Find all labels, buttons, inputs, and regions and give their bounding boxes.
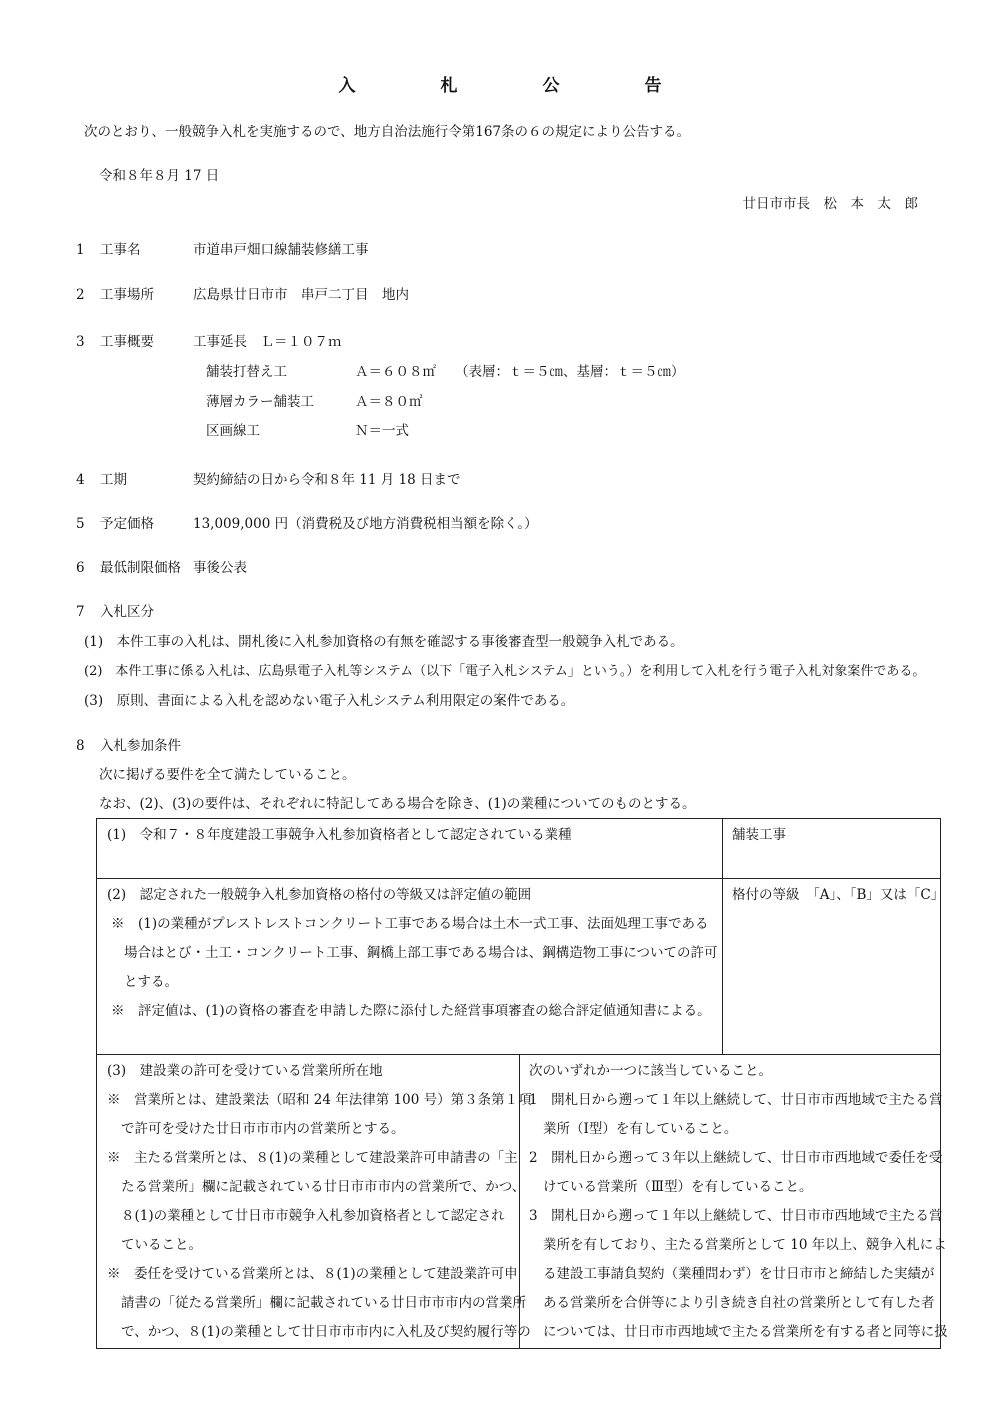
intro-text: 次のとおり、一般競争入札を実施するので、地方自治法施行令第167条の６の規定により公告する。 [84, 124, 690, 140]
conditions-intro: 次に掲げる要件を全て満たしていること。 [99, 767, 356, 783]
cell-text: とする。 [124, 974, 178, 990]
item-number: 7 [76, 604, 85, 620]
cell-text: については、廿日市市西地域で主たる営業所を有する者と同等に扱 [543, 1324, 948, 1340]
bid-category-3: (3) 原則、書面による入札を認めない電子入札システム利用限定の案件である。 [84, 693, 575, 709]
cell-text: ※ 委任を受けている営業所とは、８(1)の業種として建設業許可申 [107, 1266, 518, 1282]
item-label: 工期 [100, 472, 127, 488]
conditions-note: なお、(2)、(3)の要件は、それぞれに特記してある場合を除き、(1)の業種についてのものとする。 [99, 796, 696, 812]
bid-category-1: (1) 本件工事の入札は、開札後に入札参加資格の有無を確認する事後審査型一般競争入札である。 [84, 634, 684, 650]
overview-name: 薄層カラー舗装工 [206, 394, 314, 410]
page-title: 入 札 公 告 [338, 76, 696, 96]
item-label: 入札区分 [100, 604, 154, 620]
cell-text: 格付の等級 「A」、「B」又は「C」 [732, 887, 945, 903]
cell-text: で許可を受けた廿日市市市内の営業所とする。 [121, 1121, 405, 1137]
item-label: 工事概要 [100, 334, 154, 350]
overview-qty: Ａ＝８０㎡ [355, 394, 423, 410]
cell-text: 1 開札日から遡って１年以上継続して、廿日市市西地域で主たる営 [529, 1092, 943, 1108]
cell-text: 場合はとび・土工・コンクリート工事、鋼橋上部工事である場合は、鋼構造物工事についての許可 [124, 945, 718, 961]
item-value: 13,009,000 円（消費税及び地方消費税相当額を除く。） [193, 516, 538, 532]
item-number: 3 [76, 334, 85, 350]
bid-category-2: (2) 本件工事に係る入札は、広島県電子入札等システム（以下「電子入札システム」という。）を利用して入札を行う電子入札対象案件である。 [84, 664, 926, 679]
cell-text: ていること。 [121, 1237, 202, 1253]
item-label: 入札参加条件 [100, 738, 181, 754]
item-number: 2 [76, 287, 85, 303]
item-label: 工事場所 [100, 287, 154, 303]
overview-qty: Ｎ＝一式 [355, 423, 409, 439]
cell-text: で、かつ、８(1)の業種として廿日市市市内に入札及び契約履行等の [121, 1324, 531, 1340]
cell-text: 舗装工事 [732, 827, 786, 843]
cell-text: (1) 令和７・８年度建設工事競争入札参加資格者として認定されている業種 [107, 827, 572, 843]
table-row3-left [97, 1054, 532, 1349]
item-label: 予定価格 [100, 516, 154, 532]
cell-text: ある営業所を合併等により引き続き自社の営業所として有した者 [543, 1295, 935, 1311]
item-value: 契約締結の日から令和８年 11 月 18 日まで [193, 472, 461, 488]
item-label: 工事名 [100, 242, 141, 258]
cell-text: 業所を有しており、主たる営業所として 10 年以上、競争入札によ [543, 1237, 947, 1253]
cell-text: (3) 建設業の許可を受けている営業所所在地 [107, 1063, 383, 1079]
cell-text: (2) 認定された一般競争入札参加資格の格付の等級又は評定値の範囲 [107, 887, 532, 903]
item-label: 最低制限価格 [100, 560, 181, 576]
item-value: 工事延長 Ｌ＝１０７ｍ [193, 334, 342, 350]
cell-text: 2 開札日から遡って３年以上継続して、廿日市市西地域で委任を受 [529, 1150, 943, 1166]
table-row1-left [97, 819, 722, 878]
item-number: 4 [76, 472, 85, 488]
overview-qty: Ａ＝６０８㎡ [355, 364, 436, 380]
cell-text: 3 開札日から遡って１年以上継続して、廿日市市西地域で主たる営 [529, 1208, 943, 1224]
overview-note: （表層：ｔ＝５㎝、基層：ｔ＝５㎝） [455, 364, 685, 380]
cell-text: 請書の「従たる営業所」欄に記載されている廿日市市市内の営業所 [121, 1295, 526, 1311]
item-number: 1 [76, 242, 85, 258]
notice-date: 令和８年８月 17 日 [99, 168, 220, 184]
cell-text: ８(1)の業種として廿日市市競争入札参加資格者として認定され [121, 1208, 505, 1224]
item-number: 8 [76, 738, 85, 754]
cell-text: ※ (1)の業種がプレストレストコンクリート工事である場合は土木一式工事、法面処理工事である [111, 916, 709, 932]
table-row2-right [722, 878, 945, 1054]
table-row3-right [519, 1054, 948, 1349]
signatory: 廿日市市長 松 本 太 郎 [742, 196, 918, 212]
cell-text: ※ 評定値は、(1)の資格の審査を申請した際に添付した経営事項審査の総合評定値通知書による。 [111, 1003, 711, 1019]
conditions-table [96, 818, 948, 1349]
item-value: 市道串戸畑口線舗装修繕工事 [193, 242, 369, 258]
cell-text: 次のいずれか一つに該当していること。 [529, 1063, 772, 1079]
cell-text: ※ 営業所とは、建設業法（昭和 24 年法律第 100 号）第３条第１項 [107, 1092, 532, 1108]
overview-name: 舗装打替え工 [206, 364, 287, 380]
cell-text: る建設工事請負契約（業種問わず）を廿日市市と締結した実績が [543, 1266, 935, 1282]
item-value: 広島県廿日市市 串戸二丁目 地内 [193, 287, 409, 303]
cell-text: ※ 主たる営業所とは、８(1)の業種として建設業許可申請書の「主 [107, 1150, 518, 1166]
item-value: 事後公表 [193, 560, 247, 576]
cell-text: 業所（Ⅰ型）を有していること。 [543, 1121, 738, 1137]
cell-text: たる営業所」欄に記載されている廿日市市市内の営業所で、かつ、 [121, 1179, 526, 1195]
table-row1-right [722, 819, 941, 878]
table-row2-left [97, 878, 722, 1054]
item-number: 6 [76, 560, 85, 576]
item-number: 5 [76, 516, 85, 532]
overview-name: 区画線工 [206, 423, 260, 439]
cell-text: けている営業所（Ⅲ型）を有していること。 [543, 1179, 813, 1195]
